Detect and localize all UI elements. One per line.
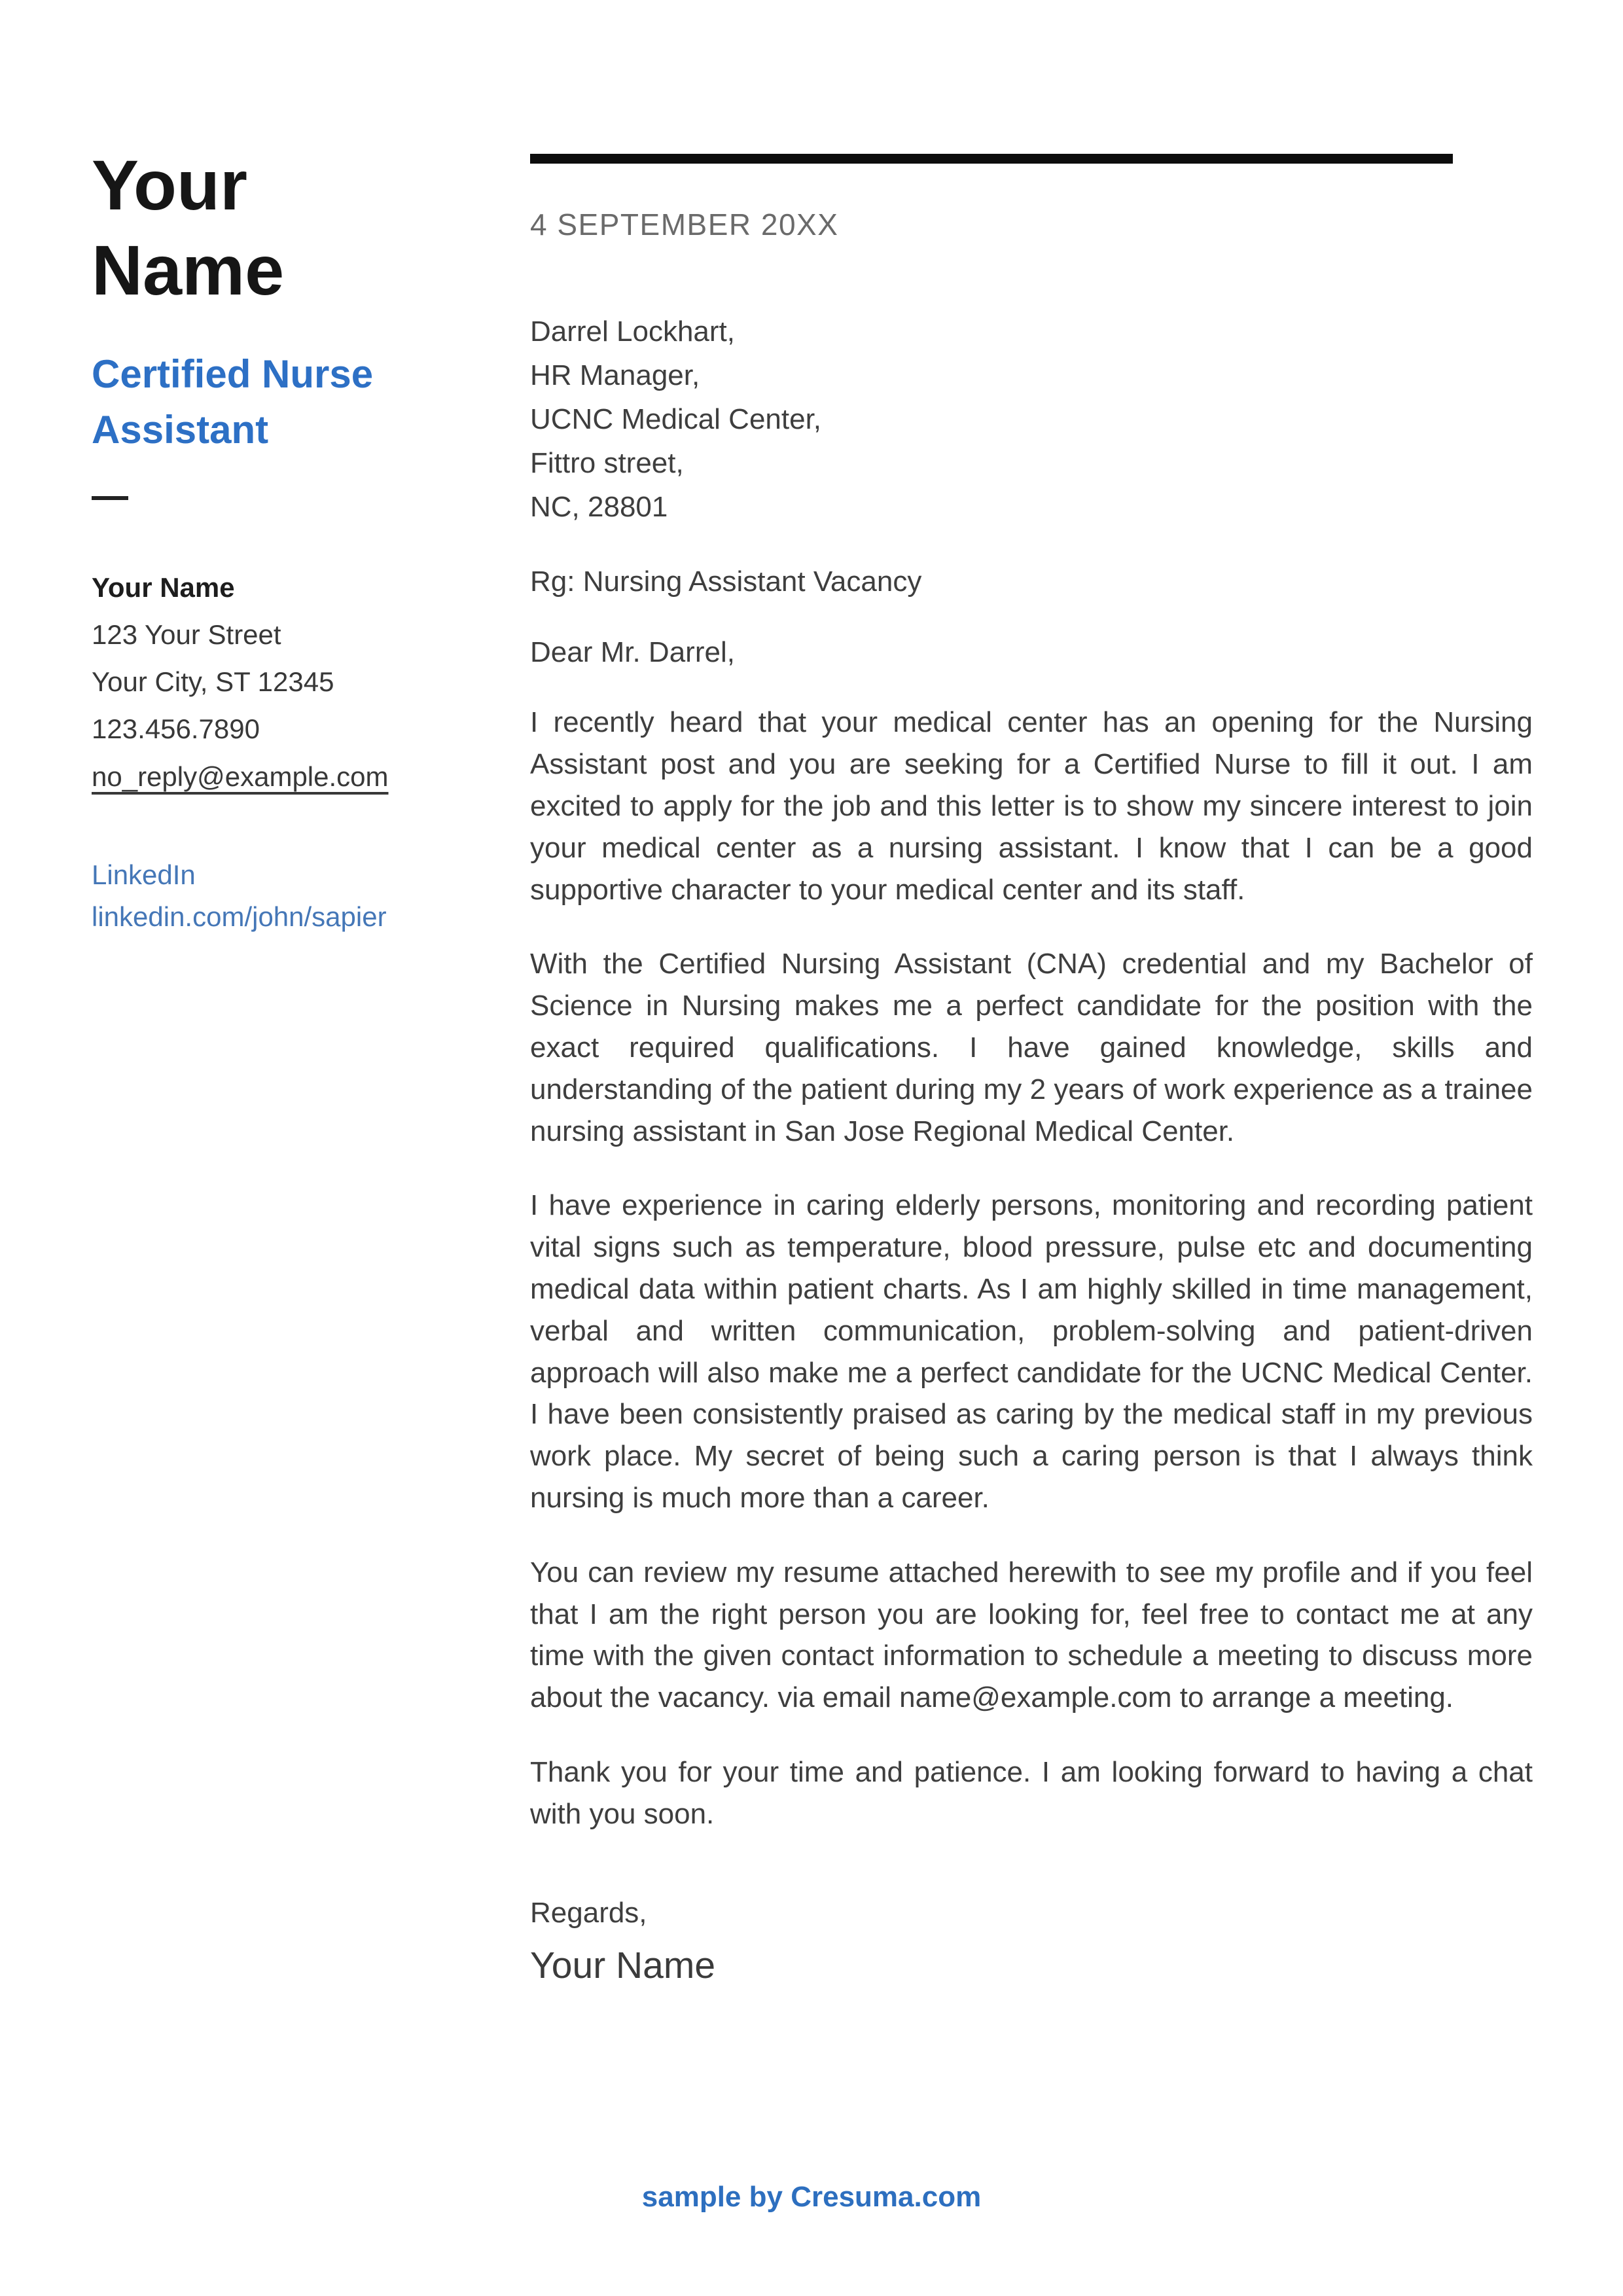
linkedin-block — [92, 854, 497, 938]
job-title-heading: Certified Nurse Assistant — [92, 352, 374, 452]
contact-phone: 123.456.7890 — [92, 713, 260, 745]
top-rule-divider — [530, 154, 1453, 164]
closing: Regards, — [530, 1896, 647, 1929]
footer — [0, 2181, 1623, 2214]
letter-body — [530, 154, 1533, 1987]
contact-name: Your Name — [92, 571, 235, 603]
letter-date: 4 SEPTEMBER 20XX — [530, 207, 839, 242]
linkedin-url-link[interactable]: linkedin.com/john/sapier — [92, 901, 387, 932]
body-paragraph: Thank you for your time and patience. I am looking forward to having a chat with you soon. — [530, 1755, 1533, 1830]
recipient-line: NC, 28801 — [530, 490, 668, 523]
recipient-line: Fittro street, — [530, 446, 684, 479]
linkedin-label-link[interactable]: LinkedIn — [92, 859, 196, 890]
dash-divider — [92, 496, 128, 500]
body-paragraph: With the Certified Nursing Assistant (CNA) credential and my Bachelor of Science in Nursing makes me a perfect candidate for the position with the exact required qualifications. I have gained knowledge, skills and understanding of the patient during my 2 years of work experience as a trainee nursing assistant in San Jose Regional Medical Center. — [530, 948, 1533, 1147]
body-paragraph: I recently heard that your medical center has an opening for the Nursing Assistant post and you are seeking for a Certified Nurse to fill it out. I am excited to apply for the job and this letter is to show my sincere interest to join your medical center as a nursing assistant. I know that I can be a good supportive character to your medical center and its staff. — [530, 706, 1533, 906]
email-link[interactable]: no_reply@example.com — [92, 761, 389, 792]
body-paragraph: I have experience in caring elderly persons, monitoring and recording patient vital signs such as temperature, blood pressure, pulse etc and documenting medical data within patient charts. As I am highly skilled in time management, verbal and written communication, problem-solving and patient-driven approach will also make me a perfect candidate for the UCNC Medical Center. I have been consistently praised as caring by the medical staff in my previous work place. My secret of being such a caring person is that I always think nursing is much more than a career. — [530, 1189, 1533, 1514]
contact-street: 123 Your Street — [92, 619, 281, 650]
recipient-line: UCNC Medical Center, — [530, 403, 822, 435]
recipient-line: HR Manager, — [530, 359, 700, 391]
applicant-name-heading: Your Name — [92, 145, 285, 310]
recipient-block — [530, 310, 1533, 529]
recipient-line: Darrel Lockhart, — [530, 315, 736, 348]
subject-line: Rg: Nursing Assistant Vacancy — [530, 565, 922, 598]
sidebar — [92, 143, 497, 937]
body-paragraph: You can review my resume attached herewith to see my profile and if you feel that I am the right person you are looking for, feel free to contact me at any time with the given contact information to schedule a meeting to discuss more about the vacancy. via email name@example.com to arrange a meeting. — [530, 1556, 1533, 1714]
salutation: Dear Mr. Darrel, — [530, 636, 735, 669]
signature-name: Your Name — [530, 1944, 716, 1986]
footer-credit-link[interactable]: sample by Cresuma.com — [641, 2181, 982, 2213]
contact-block — [92, 564, 497, 800]
contact-city: Your City, ST 12345 — [92, 666, 334, 698]
